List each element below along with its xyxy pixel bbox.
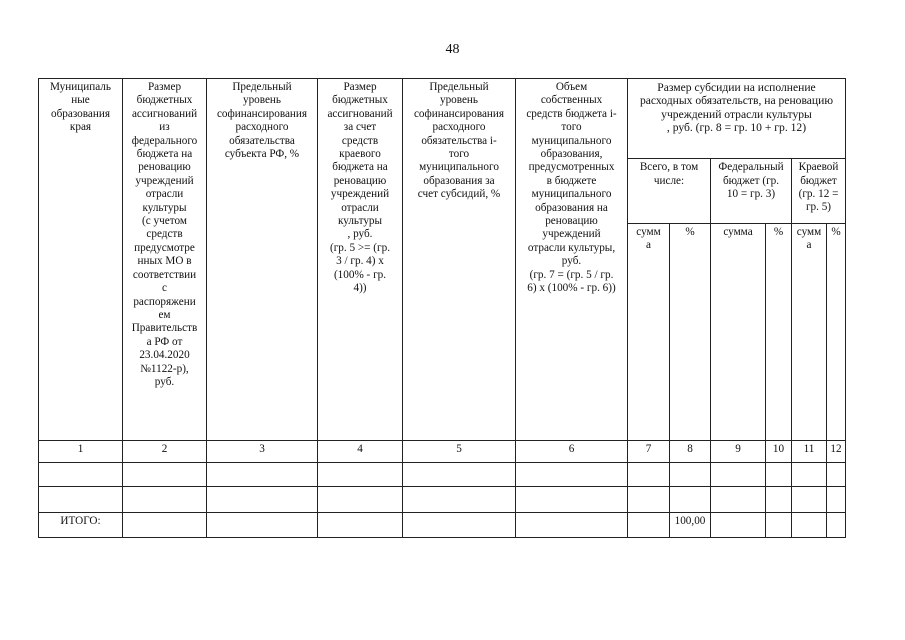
column-number: 10 — [766, 441, 792, 463]
header-total: Всего, в том числе: — [628, 159, 711, 224]
column-number: 3 — [207, 441, 318, 463]
page-number: 48 — [445, 42, 460, 57]
column-number: 11 — [792, 441, 827, 463]
column-number: 4 — [318, 441, 403, 463]
header-regional-pct: % — [827, 223, 846, 440]
table-row — [39, 463, 846, 487]
subsidy-table — [38, 78, 846, 538]
header-municipal-cofinancing-level: Предельный уровень софинансирования расходного обязательства i- того муниципального образования за счет субсидий, % — [403, 79, 516, 441]
column-number: 2 — [123, 441, 207, 463]
header-municipalities: Муниципаль ные образования края — [39, 79, 123, 441]
header-regional-budget: Краевой бюджет (гр. 12 = гр. 5) — [792, 159, 846, 224]
column-number: 5 — [403, 441, 516, 463]
column-number: 6 — [516, 441, 628, 463]
total-label: ИТОГО: — [39, 513, 123, 538]
header-regional-sum: сумм а — [792, 223, 827, 440]
header-total-sum: сумм а — [628, 223, 670, 440]
column-number: 12 — [827, 441, 846, 463]
header-total-pct: % — [670, 223, 711, 440]
column-number: 7 — [628, 441, 670, 463]
header-federal-allocations: Размер бюджетных ассигнований из федерального бюджета на реновацию учреждений отрасли культуры (с учетом средств предусмотре нных МО в соответствии с распоряжени ем Правительств а РФ от 23.04.2020 №1122-р), руб. — [123, 79, 207, 441]
header-own-funds: Объем собственных средств бюджета i- того муниципального образования, предусмотренных в бюджете муниципального образования на реновацию учреждений отрасли культуры, руб. (гр. 7 = (гр. 5 / гр. 6) х (100% - гр. 6)) — [516, 79, 628, 441]
header-subject-cofinancing-level: Предельный уровень софинансирования расходного обязательства субъекта РФ, % — [207, 79, 318, 441]
column-number: 1 — [39, 441, 123, 463]
column-number: 9 — [711, 441, 766, 463]
header-federal-budget: Федеральный бюджет (гр. 10 = гр. 3) — [711, 159, 792, 224]
column-number: 8 — [670, 441, 711, 463]
header-subsidy-group: Размер субсидии на исполнение расходных обязательств, на реновацию учреждений отрасли культуры , руб. (гр. 8 = гр. 10 + гр. 12) — [628, 79, 846, 159]
total-row — [39, 513, 846, 538]
header-federal-pct: % — [766, 223, 792, 440]
total-percent-value: 100,00 — [670, 513, 711, 538]
column-number-row — [39, 441, 846, 463]
header-federal-sum: сумма — [711, 223, 766, 440]
header-regional-allocations: Размер бюджетных ассигнований за счет средств краевого бюджета на реновацию учреждений отрасли культуры , руб. (гр. 5 >= (гр. 3 / гр. 4) х (100% - гр. 4)) — [318, 79, 403, 441]
table-row — [39, 487, 846, 513]
